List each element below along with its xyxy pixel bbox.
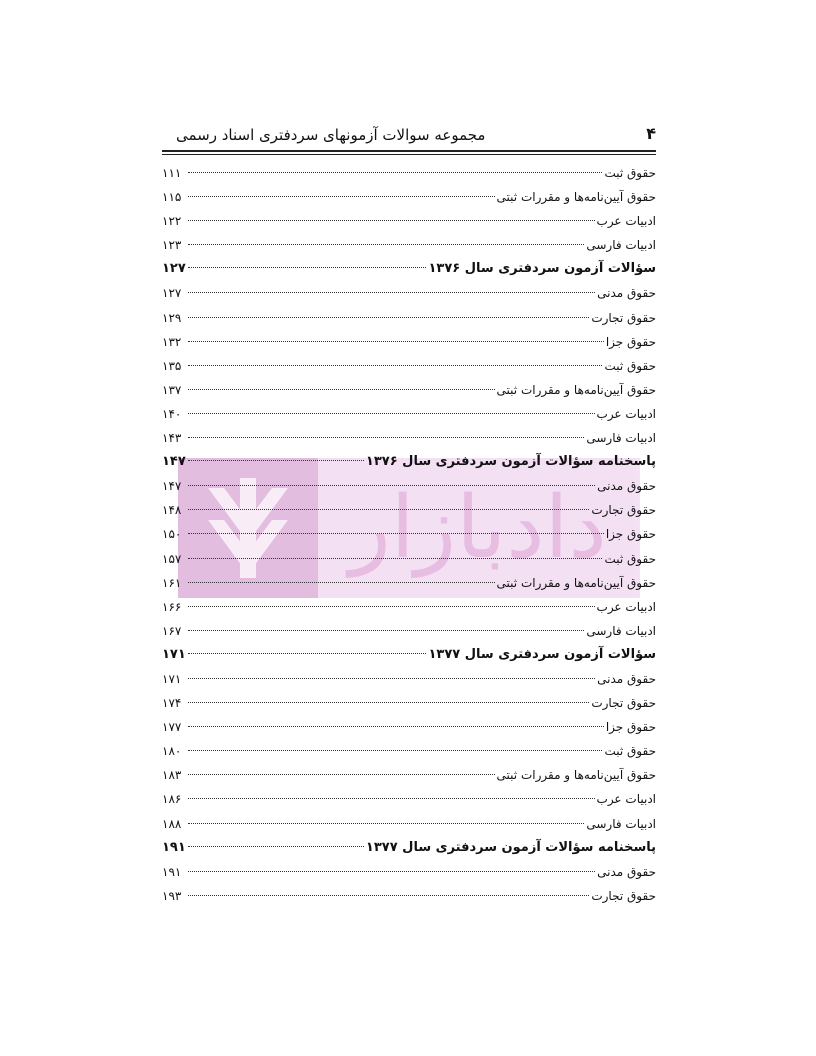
toc-entry xyxy=(162,306,656,330)
toc-entry-page: ۱۳۲ xyxy=(162,334,182,349)
page-header xyxy=(162,120,656,152)
toc-dot-leader xyxy=(188,413,595,414)
toc-entry xyxy=(162,185,656,209)
toc-entry xyxy=(162,763,656,787)
toc-entry-page: ۱۷۱ xyxy=(162,671,182,686)
book-title: مجموعه سوالات آزمونهای سردفتری اسناد رسمی xyxy=(176,126,486,144)
toc-entry-title: حقوق ثبت xyxy=(604,358,656,373)
toc-dot-leader xyxy=(188,437,584,438)
toc-section-heading xyxy=(162,643,656,667)
toc-entry-page: ۱۷۱ xyxy=(162,646,186,662)
toc-entry-title: حقوق جزا xyxy=(605,334,656,349)
toc-dot-leader xyxy=(188,606,595,607)
toc-entry-page: ۱۲۲ xyxy=(162,214,182,229)
toc-entry xyxy=(162,691,656,715)
toc-entry-title: حقوق مدنی xyxy=(597,671,656,686)
toc-dot-leader xyxy=(188,244,584,245)
toc-entry-page: ۱۲۹ xyxy=(162,310,182,325)
toc-entry xyxy=(162,739,656,763)
toc-entry-page: ۱۴۷ xyxy=(162,479,182,494)
toc-dot-leader xyxy=(188,196,495,197)
toc-entry-page: ۱۹۱ xyxy=(162,864,182,879)
toc-entry xyxy=(162,402,656,426)
toc-entry xyxy=(162,378,656,402)
toc-dot-leader xyxy=(188,365,602,366)
toc-dot-leader xyxy=(188,798,595,799)
toc-entry-title: حقوق آیین‌نامه‌ها و مقررات ثبتی xyxy=(496,190,656,205)
toc-dot-leader xyxy=(188,485,595,486)
toc-entry-title: سؤالات آزمون سردفتری سال ۱۳۷۶ xyxy=(428,261,656,277)
toc-entry xyxy=(162,426,656,450)
toc-entry-page: ۱۱۱ xyxy=(162,166,182,180)
toc-entry-page: ۱۴۳ xyxy=(162,431,182,446)
toc-entry xyxy=(162,209,656,233)
toc-entry-title: حقوق مدنی xyxy=(597,479,656,494)
toc-entry xyxy=(162,161,656,185)
toc-entry-title: حقوق آیین‌نامه‌ها و مقررات ثبتی xyxy=(496,768,656,783)
toc-entry-page: ۱۶۷ xyxy=(162,623,182,638)
toc-entry-title: ادبیات فارسی xyxy=(586,816,656,831)
toc-dot-leader xyxy=(188,823,584,824)
toc-entry-page: ۱۲۷ xyxy=(162,286,182,301)
toc-entry-page: ۱۵۰ xyxy=(162,527,182,542)
toc-entry-title: حقوق مدنی xyxy=(597,286,656,301)
toc-entry xyxy=(162,619,656,643)
toc-entry-title: ادبیات عرب xyxy=(596,792,656,807)
toc-entry-page: ۱۷۷ xyxy=(162,720,182,735)
toc-dot-leader xyxy=(188,774,495,775)
toc-entry-page: ۱۶۶ xyxy=(162,599,182,614)
toc-dot-leader xyxy=(188,678,595,679)
toc-entry xyxy=(162,233,656,257)
toc-entry-title: حقوق تجارت xyxy=(591,310,656,325)
toc-entry-page: ۱۴۸ xyxy=(162,503,182,518)
toc-dot-leader xyxy=(188,702,589,703)
toc-entry-title: حقوق ثبت xyxy=(604,744,656,759)
toc-entry xyxy=(162,281,656,305)
toc-entry-page: ۱۷۴ xyxy=(162,696,182,711)
toc-entry xyxy=(162,787,656,811)
toc-entry-page: ۱۸۳ xyxy=(162,768,182,783)
toc-entry-title: حقوق آیین‌نامه‌ها و مقررات ثبتی xyxy=(496,575,656,590)
toc-entry-title: پاسخنامه سؤالات آزمون سردفتری سال ۱۳۷۶ xyxy=(365,454,656,470)
watermark-text: دادبازار xyxy=(349,478,607,578)
toc-dot-leader xyxy=(188,341,604,342)
toc-entry-title: حقوق تجارت xyxy=(591,503,656,518)
toc-entry xyxy=(162,860,656,884)
page-number: ۴ xyxy=(646,124,656,143)
toc-dot-leader xyxy=(188,460,364,461)
toc-entry-title: حقوق آیین‌نامه‌ها و مقررات ثبتی xyxy=(496,382,656,397)
toc-dot-leader xyxy=(188,220,595,221)
toc-entry-page: ۱۸۰ xyxy=(162,744,182,759)
toc-section-heading xyxy=(162,836,656,860)
toc-entry xyxy=(162,498,656,522)
toc-entry-page: ۱۵۷ xyxy=(162,551,182,566)
toc-entry-title: حقوق تجارت xyxy=(591,696,656,711)
toc-entry-title: ادبیات فارسی xyxy=(586,431,656,446)
toc-dot-leader xyxy=(188,317,589,318)
toc-entry-title: حقوق جزا xyxy=(605,527,656,542)
toc-dot-leader xyxy=(188,389,495,390)
toc-entry xyxy=(162,884,656,908)
toc-dot-leader xyxy=(188,630,584,631)
toc-entry-title: حقوق ثبت xyxy=(604,551,656,566)
toc-entry xyxy=(162,547,656,571)
toc-entry-title: حقوق ثبت xyxy=(604,166,656,180)
toc-dot-leader xyxy=(188,292,595,293)
toc-entry-page: ۱۳۵ xyxy=(162,358,182,373)
toc-entry-title: حقوق مدنی xyxy=(597,864,656,879)
toc-entry-page: ۱۴۰ xyxy=(162,406,182,421)
toc-dot-leader xyxy=(188,726,604,727)
toc-entry-title: ادبیات عرب xyxy=(596,406,656,421)
toc-entry-page: ۱۳۷ xyxy=(162,382,182,397)
toc-entry xyxy=(162,812,656,836)
toc-dot-leader xyxy=(188,558,602,559)
toc-entry xyxy=(162,474,656,498)
toc-entry-page: ۱۱۵ xyxy=(162,190,182,205)
toc-entry xyxy=(162,667,656,691)
toc-entry-title: ادبیات عرب xyxy=(596,214,656,229)
toc-entry-page: ۱۹۳ xyxy=(162,888,182,903)
toc-dot-leader xyxy=(188,750,602,751)
toc-section-heading xyxy=(162,450,656,474)
toc-entry-title: ادبیات عرب xyxy=(596,599,656,614)
toc-dot-leader xyxy=(188,533,604,534)
toc-entry-title: ادبیات فارسی xyxy=(586,623,656,638)
toc-entry xyxy=(162,715,656,739)
table-of-contents xyxy=(162,161,656,908)
toc-dot-leader xyxy=(188,653,426,654)
toc-dot-leader xyxy=(188,509,589,510)
toc-entry xyxy=(162,354,656,378)
toc-dot-leader xyxy=(188,267,426,268)
toc-entry-page: ۱۹۱ xyxy=(162,839,186,855)
toc-entry-page: ۱۶۱ xyxy=(162,575,182,590)
toc-entry-page: ۱۲۳ xyxy=(162,238,182,253)
toc-entry-page: ۱۸۶ xyxy=(162,792,182,807)
toc-entry-page: ۱۸۸ xyxy=(162,816,182,831)
toc-entry xyxy=(162,522,656,546)
toc-entry xyxy=(162,595,656,619)
toc-dot-leader xyxy=(188,582,495,583)
toc-entry-page: ۱۴۷ xyxy=(162,454,186,470)
toc-dot-leader xyxy=(188,172,602,173)
toc-dot-leader xyxy=(188,895,589,896)
toc-entry xyxy=(162,571,656,595)
toc-entry-page: ۱۲۷ xyxy=(162,261,186,277)
toc-entry-title: حقوق تجارت xyxy=(591,888,656,903)
toc-dot-leader xyxy=(188,871,595,872)
toc-dot-leader xyxy=(188,846,364,847)
toc-entry-title: سؤالات آزمون سردفتری سال ۱۳۷۷ xyxy=(428,646,656,662)
toc-entry-title: حقوق جزا xyxy=(605,720,656,735)
toc-entry-title: ادبیات فارسی xyxy=(586,238,656,253)
toc-entry-title: پاسخنامه سؤالات آزمون سردفتری سال ۱۳۷۷ xyxy=(365,839,656,855)
toc-entry xyxy=(162,330,656,354)
toc-section-heading xyxy=(162,257,656,281)
